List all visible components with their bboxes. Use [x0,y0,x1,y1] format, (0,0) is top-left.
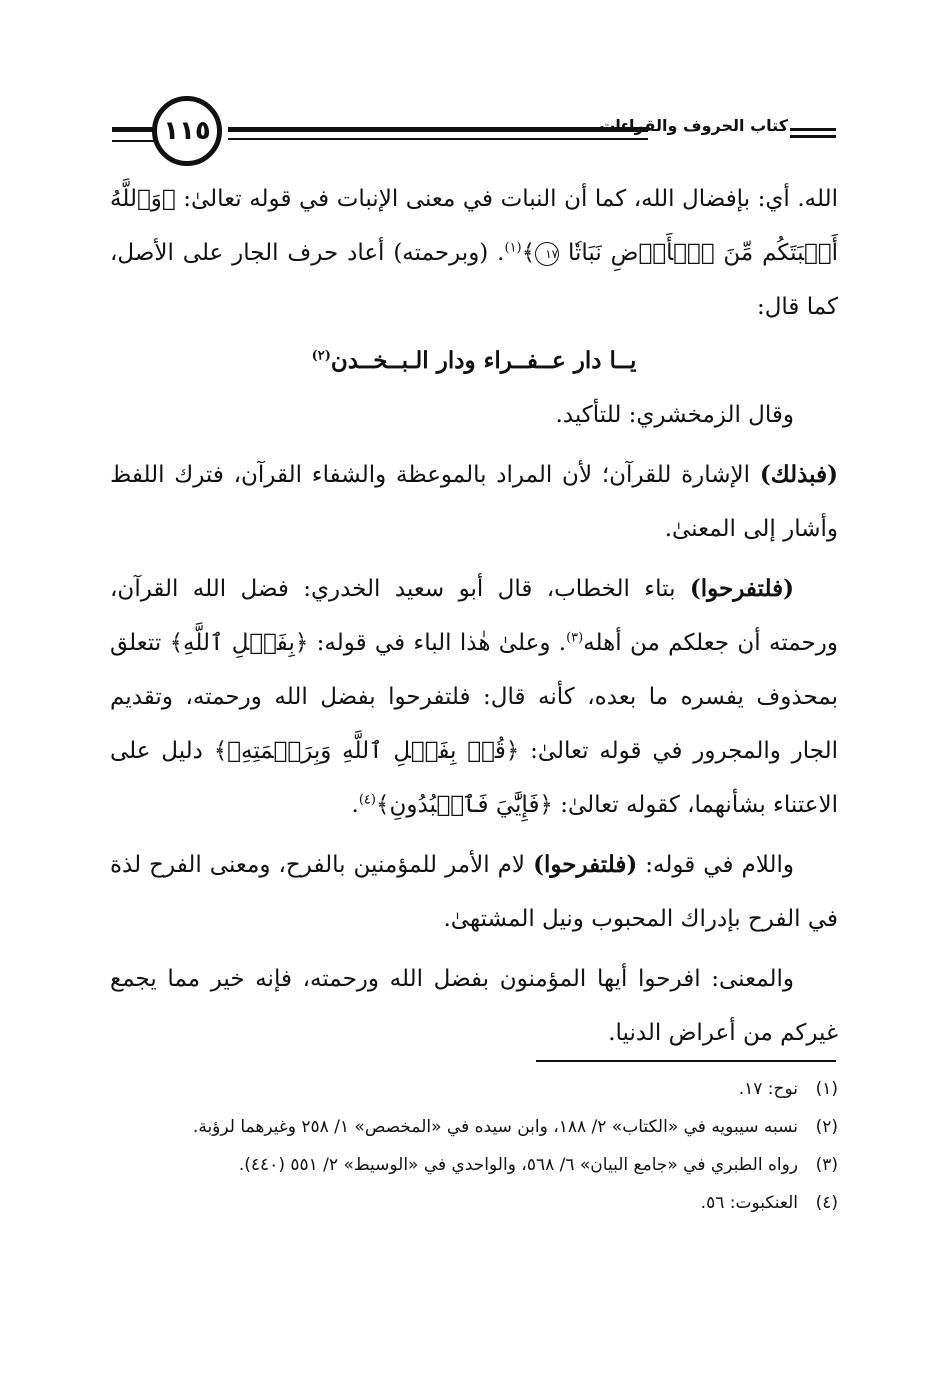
footnote-text: رواه الطبري في «جامع البيان» ٦/ ٥٦٨، والواحدي في «الوسيط» ٢/ ٥٥١ (٤٤٠). [238,1155,798,1175]
paragraph-6: والمعنى: افرحوا أيها المؤمنون بفضل الله ورحمته، فإنه خير مما يجمع غيركم من أعراض الدنيا. [110,966,838,1046]
page-number-badge [152,96,222,166]
footnote-divider [536,1060,836,1062]
footnote-number: (٢) [815,1117,838,1137]
page-header [0,0,947,180]
paragraph-1-text-a: الله. أي: بإفضال الله، كما أن النبات في معنى الإنبات في قوله تعالىٰ: [183,186,838,212]
keyword-faltafrahu-2: (فلتفرحوا) [533,851,638,878]
poetry-verse-text: يــا دار عــفــراء ودار الـبــخــدن [330,347,637,374]
footnote-4 [110,1186,838,1220]
quran-quote-4: ﴿فَإِيَّٰيَ فَٱعۡبُدُونِ﴾ [375,792,553,818]
footnote-text: نسبه سيبويه في «الكتاب» ٢/ ١٨٨، وابن سيده في «المخصص» ١/ ٢٥٨ وغيرهما لرؤبة. [192,1117,798,1137]
header-rule-right-top [790,128,836,131]
poetry-verse [110,334,838,388]
main-text [110,172,838,1060]
paragraph-1-text-b: . (وبرحمته) أعاد حرف الجار على الأصل، كما قال: [110,240,838,320]
paragraph-4-text-d: دليل على الاعتناء بشأنهما، كقوله تعالىٰ: [110,738,838,818]
footnote-number: (١) [815,1079,838,1099]
footnote-text: العنكبوت: ٥٦. [700,1193,798,1213]
page-number: ١١٥ [163,116,211,146]
header-rule-right-bottom [790,135,836,138]
paragraph-5 [110,838,838,946]
footnote-number: (٤) [815,1193,838,1213]
paragraph-3-text: الإشارة للقرآن؛ لأن المراد بالموعظة والشفاء القرآن، فترك اللفظ وأشار إلى المعنىٰ. [110,462,838,542]
paragraph-1 [110,172,838,334]
paragraph-3 [110,448,838,556]
footnote-2 [110,1110,838,1144]
footnote-text: نوح: ١٧. [738,1079,798,1099]
paragraph-5-text-b: لام الأمر للمؤمنين بالفرح، ومعنى الفرح لذة في الفرح بإدراك المحبوب ونيل المشتهىٰ. [110,852,838,932]
paragraph-5-text-a: واللام في قوله: [637,852,794,878]
footnote-ref-3[interactable]: (٣) [566,630,584,646]
footnote-number: (٣) [815,1155,838,1175]
paragraph-4-text-e: . [351,792,359,818]
header-rule-middle-bottom [228,138,648,140]
ayah-number-icon: ١٧ [535,242,559,266]
quran-quote-1-close: ﴾ [521,240,536,266]
quran-quote-1: ﴿وَٱللَّهُ أَنۢبَتَكُم مِّنَ ٱلۡأَرۡضِ نَبَاتٗا [110,186,838,266]
footnote-ref-4[interactable]: (٤) [358,792,376,808]
quran-quote-3: ﴿قُلۡ بِفَضۡلِ ٱللَّهِ وَبِرَحۡمَتِهِۦ﴾ [213,738,520,764]
keyword-fabidhalik: (فبذلك) [759,461,838,488]
paragraph-4-text-a: بتاء الخطاب، قال أبو سعيد الخدري: فضل الله القرآن، ورحمته أن جعلكم من أهله [110,576,838,656]
running-title: كتاب الحروف والقراءات [599,116,788,135]
footnotes [110,1072,838,1224]
paragraph-4-text-b: . وعلىٰ هٰذا الباء في قوله: [308,630,567,656]
footnote-ref-1[interactable]: (١) [504,240,522,256]
header-rule-middle-top [228,127,648,132]
footnote-1 [110,1072,838,1106]
paragraph-2: وقال الزمخشري: للتأكيد. [555,402,794,428]
footnote-ref-2[interactable]: (٢) [311,348,331,364]
footnote-3 [110,1148,838,1182]
quran-quote-2: ﴿بِفَضۡلِ ٱللَّهِ﴾ [169,630,309,656]
keyword-faltafrahu: (فلتفرحوا) [689,575,794,602]
paragraph-4-text-c: تتعلق بمحذوف يفسره ما بعده، كأنه قال: فلتفرحوا بفضل الله ورحمته، وتقديم الجار والمجرور في قوله تعالىٰ: [110,630,838,764]
paragraph-4 [110,562,838,832]
